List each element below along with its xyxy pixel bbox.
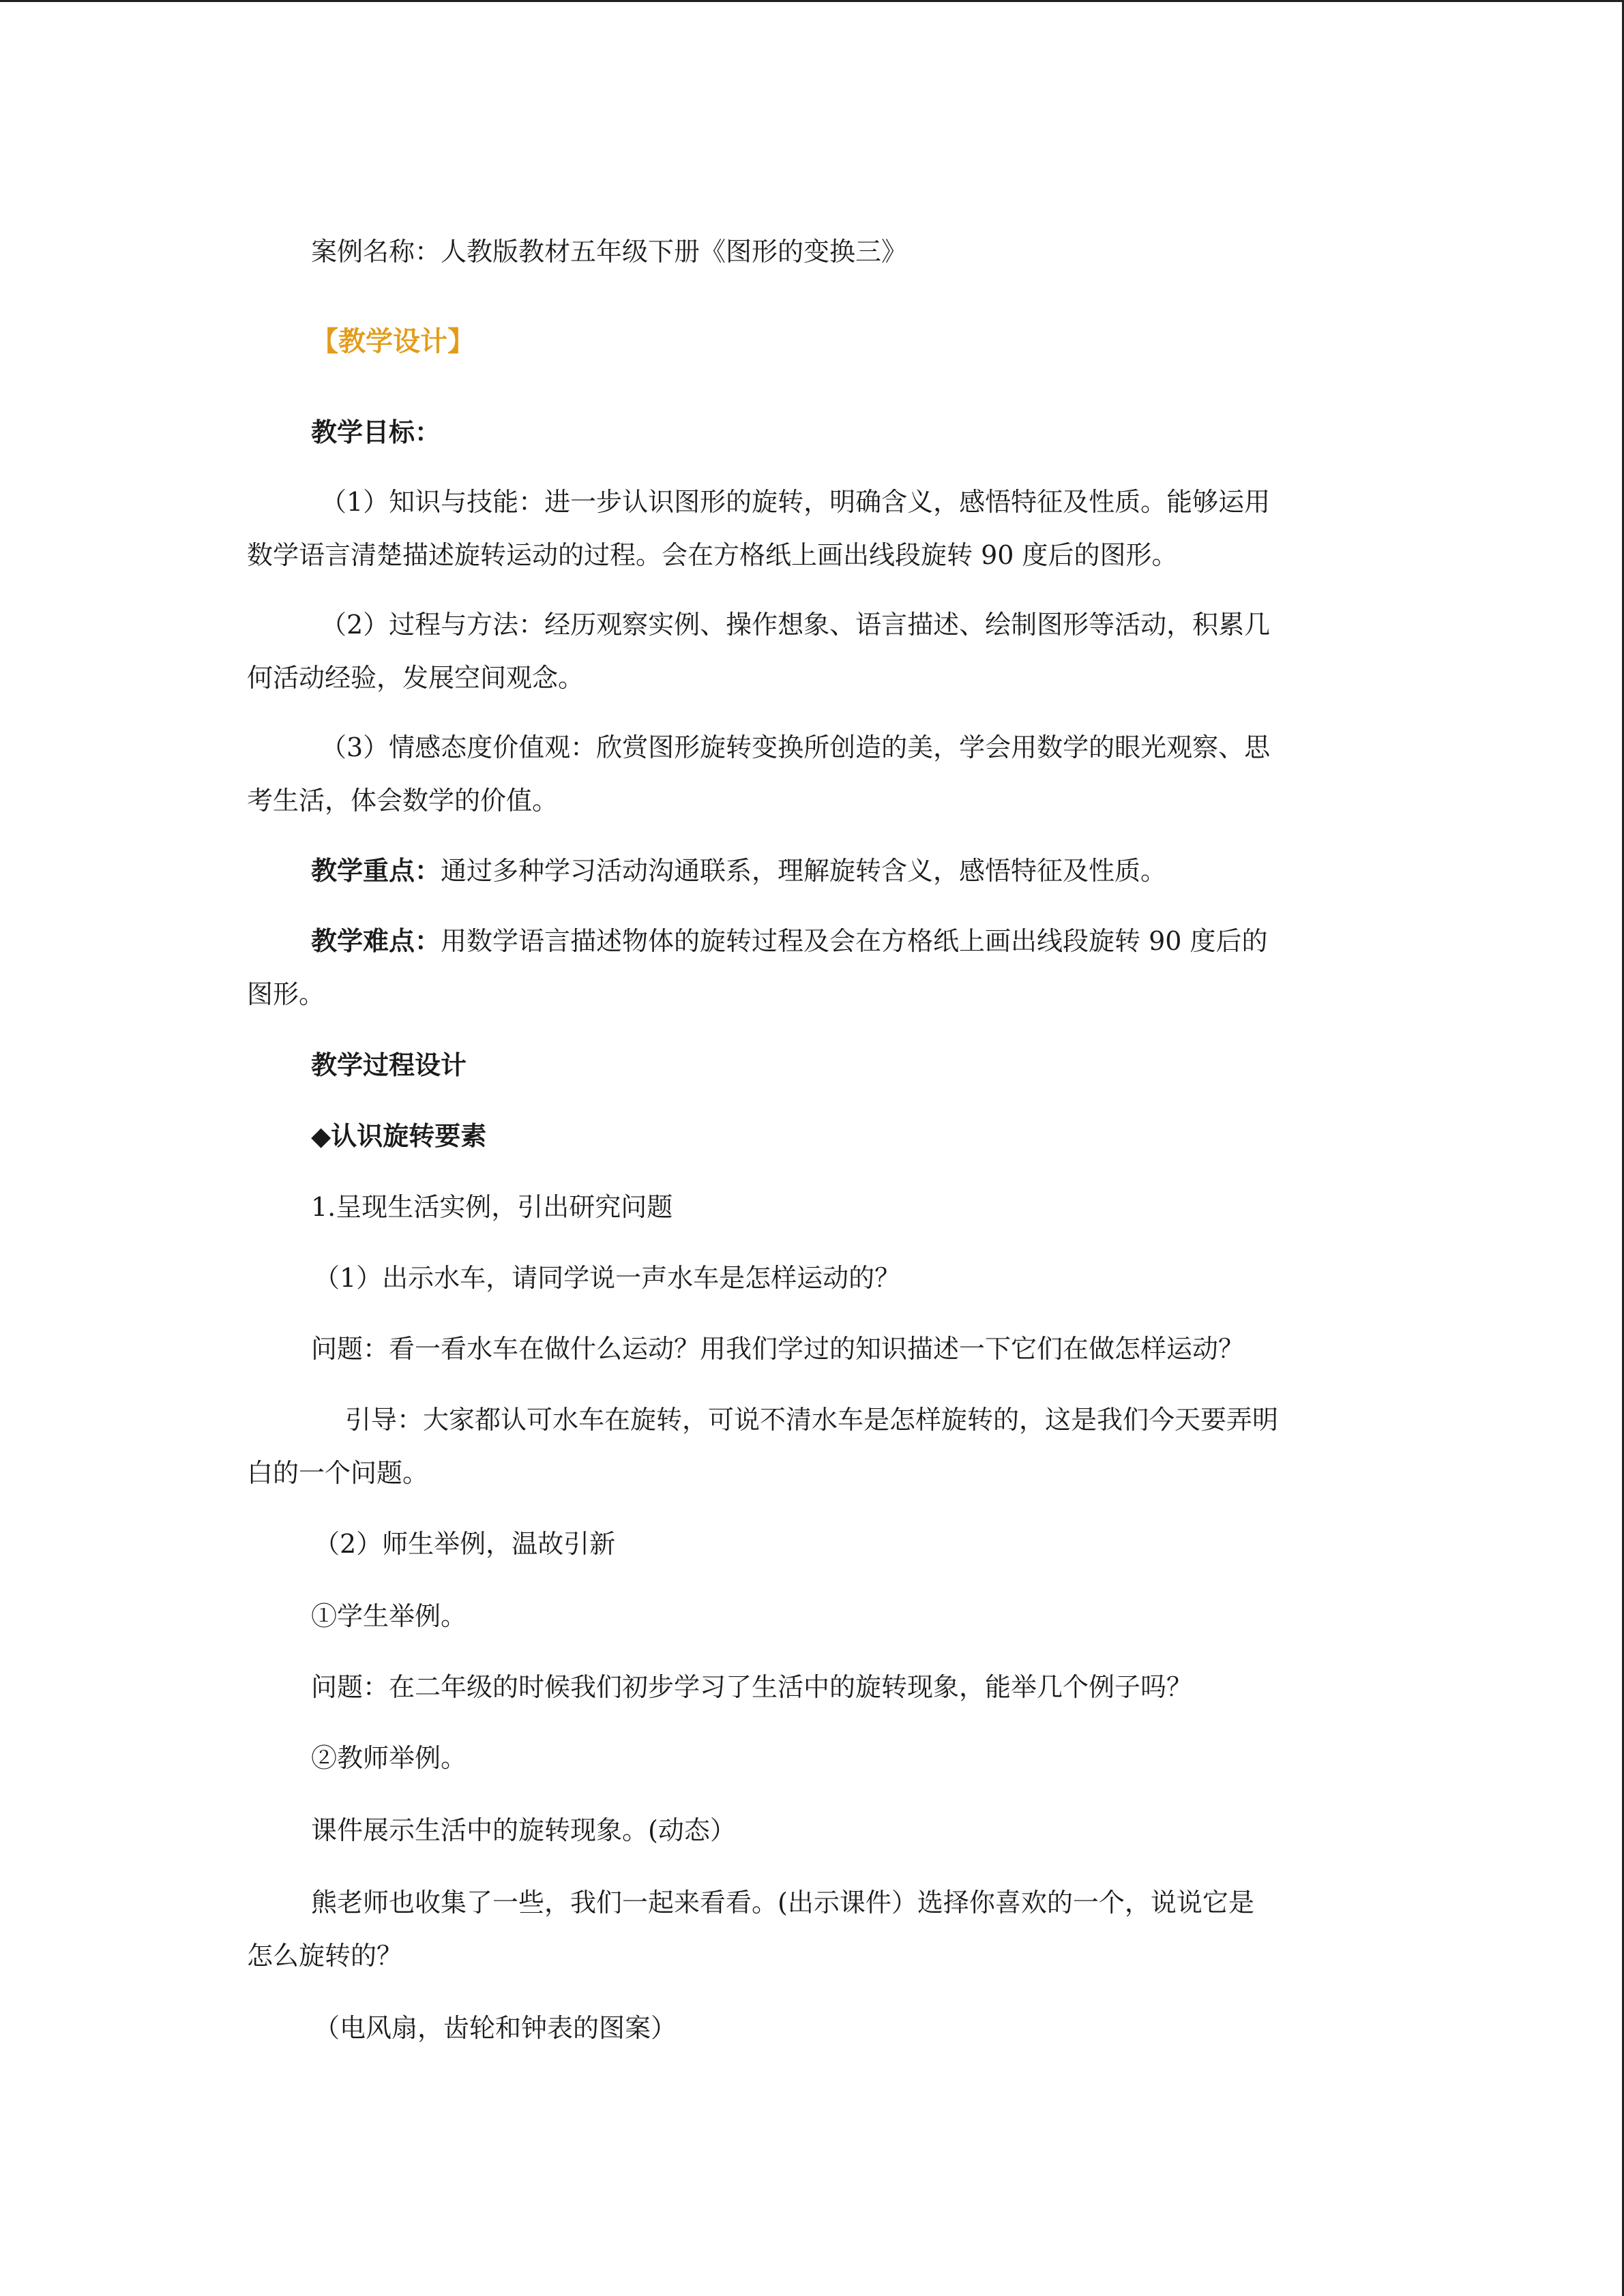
teacher-collect-line2: 怎么旋转的？ (247, 1941, 403, 1971)
guide-line1: 引导：大家都认可水车在旋转，可说不清水车是怎样旋转的，这是我们今天要弄明 (345, 1405, 1279, 1435)
section-heading-teaching-design: 【教学设计】 (311, 326, 475, 357)
teacher-collect-line1: 熊老师也收集了一些，我们一起来看看。(出示课件）选择你喜欢的一个，说说它是 (311, 1888, 1254, 1918)
difficult-point-label: 教学难点： (311, 926, 441, 956)
objective3-line1: （3）情感态度价值观：欣赏图形旋转变换所创造的美，学会用数学的眼光观察、思 (321, 732, 1271, 762)
guide-line2: 白的一个问题。 (247, 1458, 429, 1488)
process-heading: 教学过程设计 (311, 1050, 467, 1080)
question1: 问题：看一看水车在做什么运动？用我们学过的知识描述一下它们在做怎样运动？ (311, 1334, 1245, 1364)
objectives-heading: 教学目标： (311, 417, 441, 447)
key-point-text: 通过多种学习活动沟通联系，理解旋转含义，感悟特征及性质。 (441, 856, 1167, 886)
case-title: 案例名称：人教版教材五年级下册《图形的变换三》 (311, 237, 908, 267)
key-point (311, 844, 1436, 897)
teacher-example: ②教师举例。 (311, 1743, 467, 1773)
student-example: ①学生举例。 (311, 1601, 467, 1631)
difficult-point-text: 用数学语言描述物体的旋转过程及会在方格纸上画出线段旋转 90 度后的 (441, 926, 1268, 956)
subsection-heading: ◆认识旋转要素 (311, 1121, 487, 1151)
objective1-line1: （1）知识与技能：进一步认识图形的旋转，明确含义，感悟特征及性质。能够运用 (321, 487, 1271, 517)
objective2-line1: （2）过程与方法：经历观察实例、操作想象、语言描述、绘制图形等活动，积累几 (321, 610, 1271, 640)
difficult-point (311, 914, 1436, 968)
difficult-point-line2: 图形。 (247, 979, 325, 1009)
key-point-label: 教学重点： (311, 856, 441, 886)
objective3-line2: 考生活，体会数学的价值。 (247, 786, 559, 816)
objective2-line2: 何活动经验，发展空间观念。 (247, 663, 585, 693)
examples-note: （电风扇，齿轮和钟表的图案） (314, 2013, 677, 2043)
step1-1: （1）出示水车，请同学说一声水车是怎样运动的？ (314, 1263, 901, 1293)
top-border-line (0, 0, 1624, 2)
step1: 1.呈现生活实例，引出研究问题 (311, 1192, 673, 1222)
question2: 问题：在二年级的时候我们初步学习了生活中的旋转现象，能举几个例子吗？ (311, 1672, 1193, 1702)
courseware-note: 课件展示生活中的旋转现象。(动态） (311, 1815, 736, 1845)
objective1-line2: 数学语言清楚描述旋转运动的过程。会在方格纸上画出线段旋转 90 度后的图形。 (247, 540, 1178, 570)
step1-2: （2）师生举例，温故引新 (314, 1529, 616, 1559)
